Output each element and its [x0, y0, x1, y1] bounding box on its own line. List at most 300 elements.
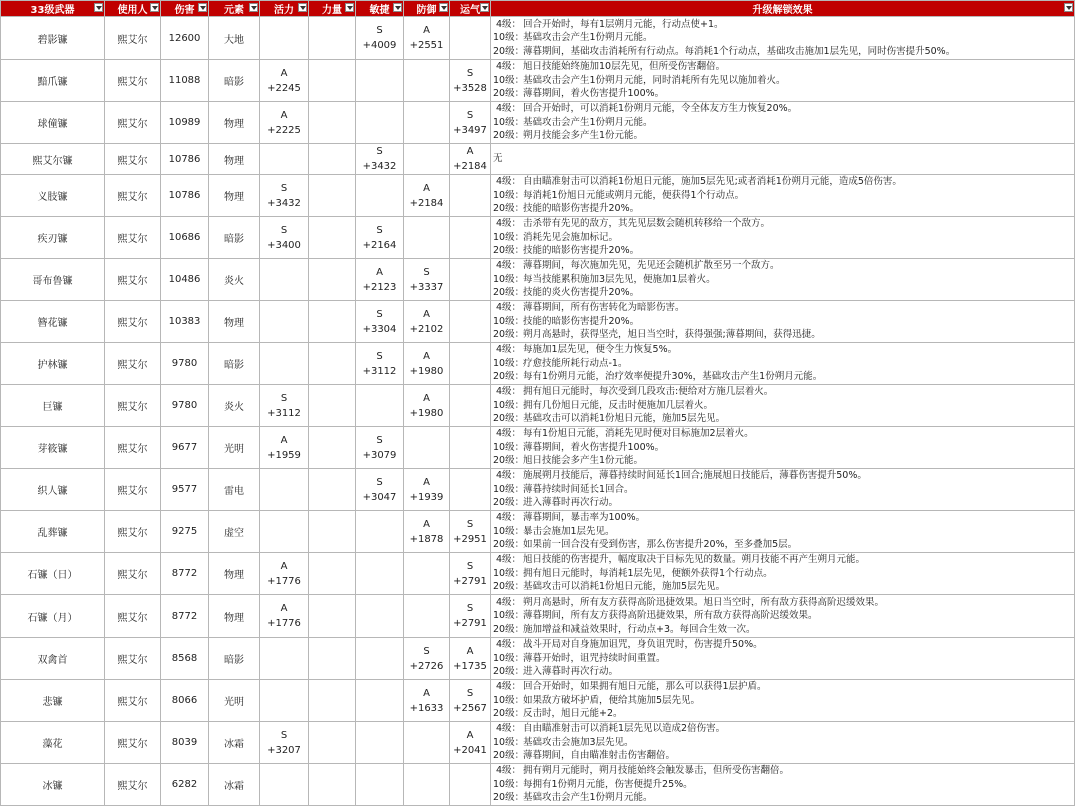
effect-level: 10级：	[493, 74, 525, 86]
effect-level: 10级：	[493, 736, 525, 748]
effect-text: 基础攻击可以消耗1份旭日元能，施加5层先见。	[523, 413, 726, 425]
effects-cell	[491, 343, 1075, 385]
effect-line	[493, 202, 1072, 216]
effect-level: 20级：	[493, 708, 525, 720]
effect-line	[493, 749, 1072, 763]
stat-grade: S	[466, 109, 474, 121]
damage-cell: 8772	[161, 595, 209, 638]
agility-cell	[356, 301, 404, 343]
vitality-cell	[260, 595, 309, 638]
element-cell: 雷电	[209, 469, 260, 511]
table-row	[1, 60, 1075, 102]
strength-cell	[309, 764, 356, 806]
defense-cell	[404, 301, 450, 343]
header-label: 33级武器	[30, 5, 75, 16]
damage-cell: 8772	[161, 553, 209, 595]
effect-level: 10级：	[493, 652, 525, 664]
effect-level: 20级：	[493, 371, 525, 383]
filter-dropdown-icon[interactable]	[94, 3, 103, 12]
effect-text: 每消耗1份旭日元能或朔月元能，便获得1个行动点。	[523, 189, 745, 201]
effect-text: 回合开始时，如果拥有旭日元能，那么可以获得1层护盾。	[523, 681, 767, 693]
header-label: 敏捷	[369, 5, 390, 16]
element-cell: 暗影	[209, 343, 260, 385]
stat-bonus: +1878	[409, 533, 444, 545]
effect-line	[493, 680, 1072, 694]
table-row	[1, 469, 1075, 511]
stat-bonus: +1980	[409, 407, 444, 419]
element-cell: 暗影	[209, 638, 260, 680]
defense-cell	[404, 259, 450, 301]
effect-line	[493, 441, 1072, 455]
table-row	[1, 595, 1075, 638]
stat-bonus: +3497	[453, 124, 487, 136]
effect-level: 10级：	[493, 315, 525, 327]
effect-level: 4级：	[495, 103, 521, 115]
strength-cell	[309, 17, 356, 60]
stat-bonus: +1633	[409, 702, 444, 714]
luck-cell	[450, 343, 491, 385]
stat-grade: S	[466, 603, 474, 614]
element-cell: 光明	[209, 680, 260, 722]
stat-grade: S	[376, 146, 383, 157]
effect-text: 消耗先见会施加标记。	[523, 231, 619, 243]
effect-text: 拥有旭日元能时，每次受到几段攻击:便给对方施几层着火。	[523, 386, 774, 398]
header-effects	[491, 1, 1075, 17]
defense-cell	[404, 638, 450, 680]
effect-line	[493, 217, 1072, 231]
header-damage	[161, 1, 209, 17]
stat-bonus: +4009	[362, 40, 397, 51]
effect-line	[493, 315, 1072, 329]
effect-text: 自由瞄准射击可以消耗1份旭日元能，施加5层先见;或者消耗1份朔月元能，造成5倍伤害。	[523, 176, 902, 188]
element-cell: 大地	[209, 17, 260, 60]
stat-bonus: +3079	[362, 449, 397, 461]
element-cell: 物理	[209, 553, 260, 595]
effect-line	[493, 412, 1072, 426]
luck-cell	[450, 102, 491, 144]
vitality-cell	[260, 259, 309, 301]
agility-cell	[356, 595, 404, 638]
vitality-cell	[260, 469, 309, 511]
effect-line	[493, 638, 1072, 652]
table-row	[1, 553, 1075, 595]
table-row	[1, 343, 1075, 385]
effect-text: 施展朔月技能后，薄暮持续时间延长1回合;施展旭日技能后，薄暮伤害提升50%。	[523, 470, 867, 482]
effect-level: 10级：	[493, 694, 525, 706]
effect-level: 10级：	[493, 525, 525, 537]
element-cell: 物理	[209, 301, 260, 343]
effect-level: 20级：	[493, 792, 525, 804]
effect-text: 薄暮期间，自由瞄准射击伤害翻倍。	[523, 750, 676, 762]
weapon-name-cell: 藻花	[1, 722, 105, 764]
header-weapon	[1, 1, 105, 17]
element-cell: 冰霜	[209, 764, 260, 806]
agility-cell	[356, 343, 404, 385]
stat-grade: A	[423, 518, 430, 530]
vitality-cell	[260, 217, 309, 259]
filter-dropdown-icon[interactable]	[249, 3, 258, 12]
effect-line	[493, 496, 1072, 510]
damage-cell: 11088	[161, 60, 209, 102]
stat-grade: A	[280, 434, 288, 446]
user-cell: 熙艾尔	[105, 144, 161, 175]
effect-line	[493, 328, 1072, 342]
vitality-cell	[260, 17, 309, 60]
defense-cell	[404, 217, 450, 259]
effect-text: 疗愈技能所耗行动点-1。	[523, 357, 628, 369]
stat-grade: S	[466, 67, 474, 79]
stat-grade: S	[423, 645, 430, 657]
effect-line	[493, 399, 1072, 413]
effect-level: 20级：	[493, 539, 525, 551]
strength-cell	[309, 385, 356, 427]
effect-level: 4级：	[495, 428, 521, 440]
header-strength	[309, 1, 356, 17]
luck-cell	[450, 553, 491, 595]
filter-dropdown-icon[interactable]	[1064, 3, 1073, 12]
filter-dropdown-icon[interactable]	[393, 3, 402, 12]
effect-text: 施加增益和减益效果时，行动点+3。每回合生效一次。	[523, 623, 756, 635]
element-cell: 冰霜	[209, 722, 260, 764]
effect-text: 旭日技能始终施加10层先见，但所受伤害翻倍。	[523, 61, 726, 73]
effect-level: 20级：	[493, 581, 525, 593]
damage-cell: 6282	[161, 764, 209, 806]
strength-cell	[309, 343, 356, 385]
effects-cell	[491, 17, 1075, 60]
effect-line	[493, 385, 1072, 399]
agility-cell	[356, 680, 404, 722]
header-label: 运气	[460, 5, 480, 16]
stat-bonus: +3112	[362, 365, 397, 377]
effect-line	[493, 244, 1072, 258]
agility-cell	[356, 60, 404, 102]
luck-cell	[450, 175, 491, 217]
effect-line	[493, 343, 1072, 357]
effect-line	[493, 301, 1072, 315]
stat-grade: A	[280, 603, 288, 614]
stat-grade: A	[423, 687, 430, 699]
luck-cell	[450, 217, 491, 259]
effects-cell	[491, 259, 1075, 301]
luck-cell	[450, 638, 491, 680]
defense-cell	[404, 17, 450, 60]
effect-line	[493, 31, 1072, 45]
stat-bonus: +3432	[267, 197, 301, 209]
effect-text: 薄暮持续时间延长1回合。	[523, 483, 634, 495]
effect-level: 4级：	[495, 639, 521, 651]
agility-cell	[356, 259, 404, 301]
effect-level: 4级：	[495, 512, 521, 524]
weapon-name-cell: 巨镰	[1, 385, 105, 427]
effect-text: 回合开始时，每有1层朔月元能，行动点使+1。	[523, 18, 724, 30]
stat-bonus: +2791	[453, 575, 487, 587]
effect-level: 20级：	[493, 623, 525, 635]
vitality-cell	[260, 764, 309, 806]
stat-grade: S	[280, 182, 288, 194]
agility-cell	[356, 722, 404, 764]
weapon-name-cell: 球僮镰	[1, 102, 105, 144]
effect-text: 朔月高悬时，所有友方获得高阶迅捷效果。旭日当空时，所有敌方获得高阶迟缓效果。	[523, 596, 885, 608]
header-label: 升级解锁效果	[752, 5, 813, 16]
header-element	[209, 1, 260, 17]
filter-dropdown-icon[interactable]	[198, 3, 207, 12]
stat-grade: A	[466, 729, 474, 741]
user-cell: 熙艾尔	[105, 722, 161, 764]
strength-cell	[309, 595, 356, 638]
effect-level: 4级：	[495, 386, 521, 398]
header-agility	[356, 1, 404, 17]
agility-cell	[356, 385, 404, 427]
effect-line	[493, 454, 1072, 468]
vitality-cell	[260, 343, 309, 385]
effects-cell	[491, 680, 1075, 722]
effect-level: 10级：	[493, 567, 525, 579]
stat-bonus: +2123	[362, 281, 397, 293]
weapon-name-cell: 碧影镰	[1, 17, 105, 60]
filter-dropdown-icon[interactable]	[480, 3, 489, 12]
table-row	[1, 680, 1075, 722]
table-row	[1, 175, 1075, 217]
agility-cell	[356, 144, 404, 175]
effect-line	[493, 18, 1072, 32]
effect-text: 基础攻击会产生1份朔月元能。	[523, 32, 653, 44]
element-cell: 物理	[209, 595, 260, 638]
stat-bonus: +2184	[453, 161, 487, 172]
effect-text: 基础攻击会产生1份朔月元能。	[523, 792, 653, 804]
element-cell: 暗影	[209, 60, 260, 102]
damage-cell: 9275	[161, 511, 209, 553]
strength-cell	[309, 680, 356, 722]
defense-cell	[404, 60, 450, 102]
stat-grade: S	[280, 224, 288, 236]
agility-cell	[356, 175, 404, 217]
stat-grade: A	[280, 67, 288, 79]
agility-cell	[356, 102, 404, 144]
stat-bonus: +2551	[409, 40, 444, 51]
effect-level: 4级：	[495, 765, 521, 777]
effect-line	[493, 175, 1072, 189]
effect-line	[493, 259, 1072, 273]
effect-text: 每当技能累积施加3层先见，便施加1层着火。	[523, 273, 716, 285]
effect-text: 薄暮期间，暴击率为100%。	[523, 512, 646, 524]
header-luck	[450, 1, 491, 17]
user-cell: 熙艾尔	[105, 301, 161, 343]
user-cell: 熙艾尔	[105, 217, 161, 259]
vitality-cell	[260, 722, 309, 764]
damage-cell: 9780	[161, 343, 209, 385]
element-cell: 炎火	[209, 385, 260, 427]
effect-line	[493, 469, 1072, 483]
effect-level: 4级：	[495, 302, 521, 314]
strength-cell	[309, 722, 356, 764]
effect-level: 10级：	[493, 32, 525, 44]
user-cell: 熙艾尔	[105, 638, 161, 680]
stat-bonus: +2245	[267, 82, 301, 94]
stat-bonus: +3432	[362, 161, 397, 172]
luck-cell	[450, 385, 491, 427]
stat-bonus: +2164	[362, 239, 397, 251]
effect-line	[493, 357, 1072, 371]
damage-cell: 10383	[161, 301, 209, 343]
filter-dropdown-icon[interactable]	[150, 3, 159, 12]
stat-grade: S	[280, 729, 288, 741]
effect-text: 薄暮开始时，诅咒持续时间重置。	[523, 652, 666, 664]
weapon-name-cell: 熙艾尔镰	[1, 144, 105, 175]
weapon-name-cell: 乱葬镰	[1, 511, 105, 553]
stat-bonus: +2102	[409, 323, 444, 335]
table-row	[1, 511, 1075, 553]
user-cell: 熙艾尔	[105, 343, 161, 385]
vitality-cell	[260, 553, 309, 595]
defense-cell	[404, 722, 450, 764]
vitality-cell	[260, 301, 309, 343]
effect-line	[493, 370, 1072, 384]
effect-text: 进入薄暮时再次行动。	[523, 666, 619, 678]
luck-cell	[450, 301, 491, 343]
strength-cell	[309, 511, 356, 553]
effect-level: 4级：	[495, 470, 521, 482]
stat-grade: S	[376, 350, 383, 362]
table-row	[1, 102, 1075, 144]
strength-cell	[309, 553, 356, 595]
effect-line	[493, 609, 1072, 623]
table-row	[1, 427, 1075, 469]
effect-line	[493, 580, 1072, 594]
agility-cell	[356, 764, 404, 806]
effect-text: 薄暮期间，基础攻击消耗所有行动点。每消耗1个行动点，基础攻击施加1层先见，同时伤害提升50%。	[523, 45, 956, 57]
effect-level: 10级：	[493, 399, 525, 411]
stat-grade: A	[466, 146, 474, 157]
effect-text: 拥有朔月元能时，朔月技能始终会触发暴击，但所受伤害翻倍。	[523, 765, 790, 777]
effects-cell	[491, 385, 1075, 427]
effect-text: 薄暮期间，每次施加先见，先见还会随机扩散至另一个敌方。	[523, 260, 780, 272]
effect-text: 朔月技能会多产生1份元能。	[523, 130, 644, 142]
stat-grade: S	[376, 224, 383, 236]
filter-dropdown-icon[interactable]	[298, 3, 307, 12]
stat-bonus: +3112	[267, 407, 301, 419]
effect-line	[493, 483, 1072, 497]
weapon-name-cell: 黯爪镰	[1, 60, 105, 102]
weapon-name-cell: 石镰（月）	[1, 595, 105, 638]
effect-level: 20级：	[493, 245, 525, 257]
user-cell: 熙艾尔	[105, 469, 161, 511]
stat-grade: S	[423, 266, 430, 278]
user-cell: 熙艾尔	[105, 427, 161, 469]
defense-cell	[404, 764, 450, 806]
effect-level: 4级：	[495, 596, 521, 608]
stat-bonus: +1980	[409, 365, 444, 377]
luck-cell	[450, 60, 491, 102]
strength-cell	[309, 175, 356, 217]
effect-level: 20级：	[493, 287, 525, 299]
effect-text: 薄暮期间，着火伤害提升100%。	[523, 88, 665, 100]
vitality-cell	[260, 385, 309, 427]
filter-dropdown-icon[interactable]	[439, 3, 448, 12]
element-cell: 物理	[209, 144, 260, 175]
strength-cell	[309, 427, 356, 469]
effect-text: 旭日技能的伤害提升，幅度取决于目标先见的数量。朔月技能不再产生朔月元能。	[523, 554, 866, 566]
effect-line	[493, 665, 1072, 679]
effect-level: 20级：	[493, 88, 525, 100]
luck-cell	[450, 595, 491, 638]
effect-level: 10级：	[493, 189, 525, 201]
defense-cell	[404, 469, 450, 511]
effect-level: 4级：	[495, 681, 521, 693]
stat-grade: S	[466, 560, 474, 572]
stat-bonus: +2184	[409, 197, 444, 209]
effect-text: 技能的暗影伤害提升20%。	[523, 315, 640, 327]
damage-cell: 10989	[161, 102, 209, 144]
filter-dropdown-icon[interactable]	[345, 3, 354, 12]
defense-cell	[404, 175, 450, 217]
weapon-name-cell: 石镰（日）	[1, 553, 105, 595]
agility-cell	[356, 217, 404, 259]
effect-line	[493, 791, 1072, 805]
vitality-cell	[260, 511, 309, 553]
strength-cell	[309, 301, 356, 343]
stat-bonus: +3207	[267, 744, 301, 756]
effects-cell	[491, 764, 1075, 806]
stat-grade: A	[423, 392, 430, 404]
table-row	[1, 638, 1075, 680]
user-cell: 熙艾尔	[105, 17, 161, 60]
stat-grade: S	[376, 434, 383, 446]
effect-line	[493, 778, 1072, 792]
vitality-cell	[260, 175, 309, 217]
element-cell: 物理	[209, 102, 260, 144]
user-cell: 熙艾尔	[105, 511, 161, 553]
effects-cell	[491, 553, 1075, 595]
user-cell: 熙艾尔	[105, 60, 161, 102]
element-cell: 物理	[209, 175, 260, 217]
stat-bonus: +1776	[267, 575, 301, 587]
header-label: 防御	[416, 5, 437, 16]
effect-text: 旭日技能会多产生1份元能。	[523, 455, 644, 467]
effect-line	[493, 102, 1072, 116]
header-user	[105, 1, 161, 17]
strength-cell	[309, 469, 356, 511]
effect-line	[493, 273, 1072, 287]
header-label: 活力	[274, 5, 294, 16]
user-cell: 熙艾尔	[105, 102, 161, 144]
effect-level: 10级：	[493, 116, 525, 128]
effects-cell	[491, 175, 1075, 217]
effects-cell	[491, 144, 1075, 175]
defense-cell	[404, 385, 450, 427]
stat-bonus: +2567	[453, 702, 487, 714]
user-cell: 熙艾尔	[105, 385, 161, 427]
stat-bonus: +2726	[409, 660, 444, 672]
user-cell: 熙艾尔	[105, 259, 161, 301]
header-vitality	[260, 1, 309, 17]
effect-level: 20级：	[493, 130, 525, 142]
effect-line	[493, 553, 1072, 567]
element-cell: 暗影	[209, 217, 260, 259]
stat-grade: A	[423, 25, 430, 36]
table-row	[1, 385, 1075, 427]
header-label: 使用人	[117, 5, 148, 16]
effect-line	[493, 60, 1072, 74]
stat-bonus: +1939	[409, 491, 444, 503]
strength-cell	[309, 638, 356, 680]
defense-cell	[404, 102, 450, 144]
damage-cell: 8568	[161, 638, 209, 680]
damage-cell: 8039	[161, 722, 209, 764]
luck-cell	[450, 144, 491, 175]
table-row	[1, 722, 1075, 764]
effect-line	[493, 45, 1072, 59]
user-cell: 熙艾尔	[105, 764, 161, 806]
